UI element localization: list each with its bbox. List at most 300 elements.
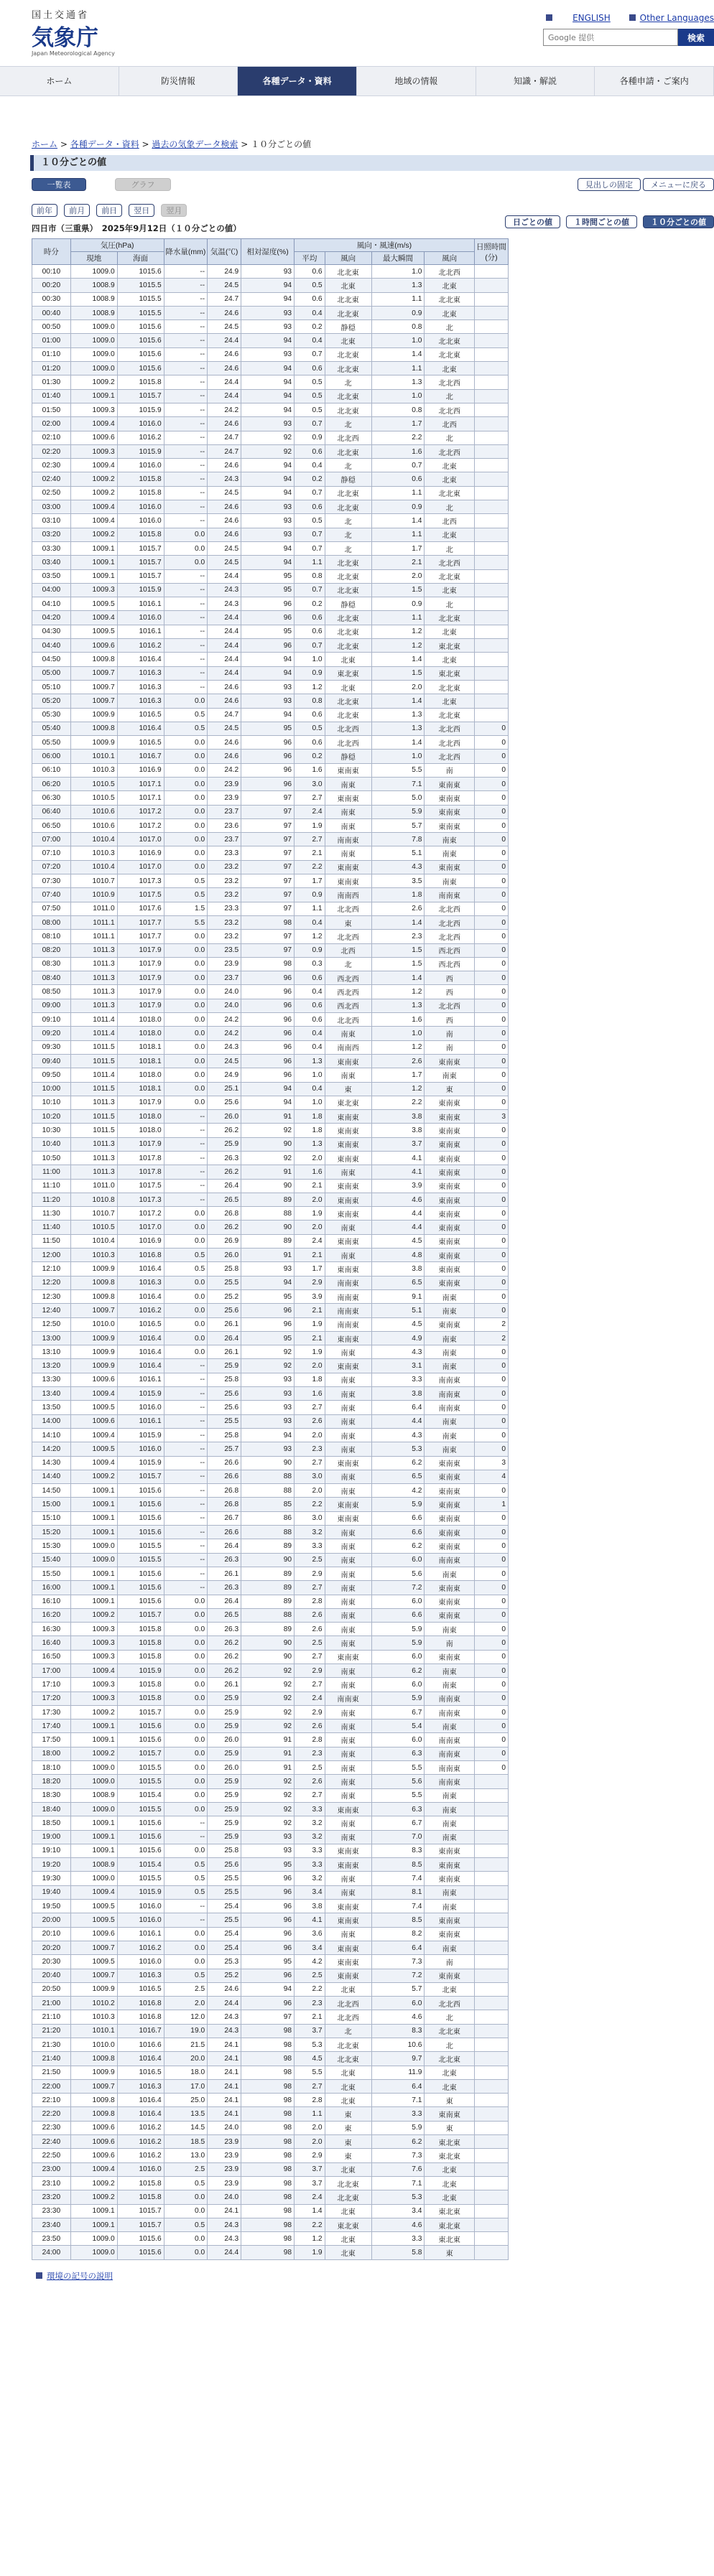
table-cell: 24.3 xyxy=(208,2232,241,2246)
table-cell: 南東 xyxy=(325,1830,371,1844)
table-cell: 26.3 xyxy=(208,1152,241,1165)
table-cell: 南東 xyxy=(325,805,371,818)
table-cell: 1.2 xyxy=(371,639,425,653)
table-cell: 94 xyxy=(241,708,295,722)
table-cell: 南東 xyxy=(325,1872,371,1885)
table-cell xyxy=(474,444,508,458)
table-cell: 0.0 xyxy=(164,846,207,860)
table-cell: 3.2 xyxy=(295,1830,325,1844)
table-cell: 5.3 xyxy=(371,1442,425,1456)
table-cell: 08:40 xyxy=(32,971,71,985)
table-cell: 1.0 xyxy=(295,1096,325,1109)
table-cell: 26.3 xyxy=(208,1623,241,1636)
table-cell: 3.4 xyxy=(371,2204,425,2218)
tab-list[interactable]: 一覧表 xyxy=(32,178,86,191)
table-cell: 2.8 xyxy=(295,1595,325,1608)
table-cell: 1009.4 xyxy=(70,1428,117,1442)
table-row xyxy=(32,306,509,319)
table-cell: 18.5 xyxy=(164,2135,207,2149)
table-cell: 西 xyxy=(425,971,474,985)
table-cell: 北東 xyxy=(325,680,371,694)
table-row xyxy=(32,750,509,763)
table-cell: 96 xyxy=(241,750,295,763)
table-cell: 北東 xyxy=(325,279,371,292)
table-cell: 6.0 xyxy=(371,1678,425,1691)
table-row xyxy=(32,1262,509,1276)
table-cell: 1016.9 xyxy=(117,1234,164,1248)
table-cell: 1011.5 xyxy=(70,1124,117,1137)
table-cell: 95 xyxy=(241,1858,295,1872)
table-cell: 1016.3 xyxy=(117,694,164,708)
table-cell: 25.5 xyxy=(208,1913,241,1927)
table-cell: 98 xyxy=(241,2246,295,2259)
table-cell: 98 xyxy=(241,2149,295,2162)
prev-month-button[interactable]: 前月 xyxy=(64,204,90,217)
table-cell: 北北東 xyxy=(425,486,474,500)
table-cell: 25.9 xyxy=(208,1359,241,1373)
table-cell: 1016.8 xyxy=(117,1249,164,1262)
table-cell: 北 xyxy=(425,2038,474,2052)
table-cell: 0 xyxy=(474,860,508,874)
table-cell: 1011.1 xyxy=(70,915,117,929)
table-cell: 1.6 xyxy=(371,444,425,458)
table-cell: 0 xyxy=(474,1691,508,1705)
table-cell: 1009.3 xyxy=(70,403,117,416)
table-cell: 12:40 xyxy=(32,1304,71,1317)
table-cell xyxy=(474,2107,508,2121)
tenmin-values-button[interactable]: １０分ごとの値 xyxy=(643,215,714,228)
station-date-title: 四日市（三重県） 2025年9月12日（１０分ごとの値） xyxy=(32,223,241,233)
table-cell: 25.6 xyxy=(208,1858,241,1872)
nav-disaster-info[interactable]: 防災情報 xyxy=(119,67,238,95)
table-cell: 24.1 xyxy=(208,2204,241,2218)
table-cell: 1010.0 xyxy=(70,2038,117,2052)
table-cell: 24.4 xyxy=(208,1997,241,2010)
prev-year-button[interactable]: 前年 xyxy=(32,204,57,217)
table-cell: 1009.2 xyxy=(70,2176,117,2190)
table-cell: 1016.0 xyxy=(117,611,164,625)
table-row xyxy=(32,1165,509,1179)
table-cell: 12:30 xyxy=(32,1289,71,1303)
table-row xyxy=(32,1110,509,1124)
table-cell: 92 xyxy=(241,431,295,444)
table-cell: 2.0 xyxy=(295,1428,325,1442)
table-cell: 01:20 xyxy=(32,362,71,375)
table-cell: 90 xyxy=(241,1137,295,1151)
table-cell: 00:50 xyxy=(32,320,71,334)
table-cell: 13.5 xyxy=(164,2107,207,2121)
table-cell: 04:10 xyxy=(32,597,71,611)
table-row xyxy=(32,1885,509,1899)
table-cell: 07:40 xyxy=(32,888,71,902)
table-cell: 0 xyxy=(474,1165,508,1179)
table-cell: 96 xyxy=(241,1068,295,1082)
table-cell: 1009.4 xyxy=(70,611,117,625)
table-cell: 北東 xyxy=(325,2066,371,2079)
table-cell: 5.8 xyxy=(371,2246,425,2259)
table-row xyxy=(32,930,509,943)
table-cell: 1016.9 xyxy=(117,763,164,777)
table-row xyxy=(32,2052,509,2066)
table-cell: 1009.5 xyxy=(70,1955,117,1969)
nav-home[interactable]: ホーム xyxy=(0,67,119,95)
table-cell: 3.1 xyxy=(371,1359,425,1373)
table-cell: 0.5 xyxy=(164,722,207,735)
table-row xyxy=(32,279,509,292)
table-cell: 6.5 xyxy=(371,1276,425,1289)
table-row xyxy=(32,1623,509,1636)
table-cell: 北東 xyxy=(325,1982,371,1996)
table-cell: 北東 xyxy=(425,2190,474,2204)
table-cell: 1.5 xyxy=(371,666,425,680)
table-cell: 19.0 xyxy=(164,2024,207,2038)
table-cell: 1017.1 xyxy=(117,791,164,805)
table-cell: 北北東 xyxy=(325,639,371,653)
table-cell: 2.9 xyxy=(295,1663,325,1677)
table-cell: 7.0 xyxy=(371,1830,425,1844)
table-cell: 6.6 xyxy=(371,1608,425,1622)
hourly-values-button[interactable]: １時間ごとの値 xyxy=(566,215,637,228)
col-wind: 風向・風速(m/s) xyxy=(295,239,475,252)
table-cell: 1.5 xyxy=(164,902,207,915)
table-cell: 1016.1 xyxy=(117,597,164,611)
table-cell: 静穏 xyxy=(325,597,371,611)
table-cell: 25.6 xyxy=(208,1387,241,1401)
table-cell: 北北東 xyxy=(325,292,371,306)
table-cell: 98 xyxy=(241,2066,295,2079)
table-cell: 東 xyxy=(325,2149,371,2162)
table-cell: 東北東 xyxy=(425,666,474,680)
table-cell: 26.6 xyxy=(208,1526,241,1539)
daily-values-button[interactable]: 日ごとの値 xyxy=(505,215,560,228)
table-cell: 91 xyxy=(241,1165,295,1179)
table-cell: 1.4 xyxy=(371,971,425,985)
table-cell: 25.9 xyxy=(208,1747,241,1760)
table-cell: 東南東 xyxy=(325,1179,371,1193)
table-cell: 南南東 xyxy=(425,888,474,902)
nav-knowledge[interactable]: 知識・解説 xyxy=(476,67,595,95)
table-cell: 26.8 xyxy=(208,1484,241,1498)
table-row xyxy=(32,1775,509,1788)
table-cell: 3.7 xyxy=(295,2162,325,2176)
table-cell: 13:00 xyxy=(32,1331,71,1345)
table-cell: 1009.2 xyxy=(70,1470,117,1483)
table-row xyxy=(32,1387,509,1401)
table-cell: 1009.2 xyxy=(70,486,117,500)
table-cell: 21.5 xyxy=(164,2038,207,2052)
table-cell: 北北西 xyxy=(425,403,474,416)
table-cell: 5.9 xyxy=(371,1498,425,1511)
table-cell: 24.6 xyxy=(208,500,241,514)
table-cell: 96 xyxy=(241,736,295,750)
other-languages-link[interactable]: Other Languages xyxy=(639,13,714,23)
table-cell: 1.9 xyxy=(295,1317,325,1331)
table-cell: 5.1 xyxy=(371,846,425,860)
table-cell: 1010.7 xyxy=(70,874,117,888)
table-cell: 1.4 xyxy=(371,694,425,708)
table-cell: 1015.6 xyxy=(117,1511,164,1525)
table-cell: 23.5 xyxy=(208,943,241,957)
table-cell: 1016.5 xyxy=(117,736,164,750)
table-cell: 2.6 xyxy=(371,902,425,915)
table-cell: 東南東 xyxy=(425,1152,474,1165)
table-cell: 2.4 xyxy=(295,2190,325,2204)
table-cell: 24.2 xyxy=(208,403,241,416)
table-row xyxy=(32,1456,509,1470)
table-cell: 0 xyxy=(474,1179,508,1193)
table-row xyxy=(32,472,509,486)
table-cell: 4.5 xyxy=(295,2052,325,2066)
table-cell: 5.1 xyxy=(371,1304,425,1317)
prev-day-button[interactable]: 前日 xyxy=(96,204,122,217)
table-cell: 26.2 xyxy=(208,1636,241,1650)
table-cell: 94 xyxy=(241,556,295,569)
table-cell: 1016.4 xyxy=(117,1289,164,1303)
table-cell xyxy=(474,1913,508,1927)
table-cell: 1015.9 xyxy=(117,1663,164,1677)
table-cell: -- xyxy=(164,680,207,694)
table-cell: -- xyxy=(164,444,207,458)
table-cell: 1016.0 xyxy=(117,500,164,514)
table-cell: 南東 xyxy=(325,1401,371,1414)
table-cell: 東南東 xyxy=(425,1595,474,1608)
table-row xyxy=(32,2094,509,2107)
table-cell: 94 xyxy=(241,459,295,472)
table-cell: 04:30 xyxy=(32,625,71,638)
nav-data[interactable]: 各種データ・資料 xyxy=(238,67,357,95)
table-cell: 0 xyxy=(474,777,508,790)
table-cell xyxy=(474,500,508,514)
table-cell: 1015.8 xyxy=(117,1678,164,1691)
table-cell: -- xyxy=(164,306,207,319)
table-cell: 06:00 xyxy=(32,750,71,763)
table-cell: 01:10 xyxy=(32,347,71,361)
symbols-explanation-link[interactable]: 環境の記号の説明 xyxy=(47,2270,113,2281)
table-cell: 24.6 xyxy=(208,459,241,472)
table-cell: 3.0 xyxy=(295,1470,325,1483)
table-cell: 北 xyxy=(425,431,474,444)
table-cell: 4.1 xyxy=(371,1152,425,1165)
table-cell: 1016.1 xyxy=(117,1414,164,1428)
table-cell: 東南東 xyxy=(325,1193,371,1206)
table-cell: 89 xyxy=(241,1595,295,1608)
table-cell: 92 xyxy=(241,1788,295,1802)
table-cell: 南東 xyxy=(425,1678,474,1691)
breadcrumb-past-search[interactable]: 過去の気象データ検索 xyxy=(152,139,238,149)
table-cell: -- xyxy=(164,486,207,500)
table-row xyxy=(32,375,509,389)
table-cell: 0.8 xyxy=(371,320,425,334)
table-cell: 1009.0 xyxy=(70,1553,117,1567)
table-cell: 0.6 xyxy=(295,971,325,985)
table-row xyxy=(32,833,509,846)
table-cell: 1008.9 xyxy=(70,1858,117,1872)
table-cell: 96 xyxy=(241,1900,295,1913)
table-cell: -- xyxy=(164,1581,207,1595)
table-row xyxy=(32,680,509,694)
table-cell: 92 xyxy=(241,1719,295,1733)
table-cell: 24.9 xyxy=(208,265,241,279)
table-cell: 24.0 xyxy=(208,2190,241,2204)
table-cell: 北北西 xyxy=(425,265,474,279)
table-cell: 北北西 xyxy=(425,902,474,915)
table-cell: 1.8 xyxy=(295,1373,325,1386)
table-cell: 1015.9 xyxy=(117,1428,164,1442)
table-cell: 0.0 xyxy=(164,1040,207,1054)
table-cell xyxy=(474,1858,508,1872)
table-row xyxy=(32,1526,509,1539)
table-cell: 05:10 xyxy=(32,680,71,694)
table-cell xyxy=(474,1927,508,1941)
next-day-button[interactable]: 翌日 xyxy=(129,204,154,217)
table-cell: 97 xyxy=(241,833,295,846)
table-cell: 4.9 xyxy=(371,1331,425,1345)
table-cell: 6.4 xyxy=(371,2079,425,2093)
table-cell xyxy=(474,2094,508,2107)
table-cell: 04:40 xyxy=(32,639,71,653)
table-cell: 1011.1 xyxy=(70,930,117,943)
table-cell: 17:00 xyxy=(32,1663,71,1677)
table-cell: 静穏 xyxy=(325,750,371,763)
table-cell: 1015.6 xyxy=(117,320,164,334)
table-cell: 北北東 xyxy=(325,2190,371,2204)
fix-header-button[interactable]: 見出しの固定 xyxy=(578,178,641,191)
table-cell xyxy=(474,639,508,653)
site-header xyxy=(0,0,714,66)
table-cell: 96 xyxy=(241,1040,295,1054)
breadcrumb-home[interactable]: ホーム xyxy=(32,139,58,149)
table-cell: 1010.3 xyxy=(70,2010,117,2024)
table-cell: 10:50 xyxy=(32,1152,71,1165)
table-row xyxy=(32,1276,509,1289)
table-cell: 1015.7 xyxy=(117,2204,164,2218)
table-row xyxy=(32,1234,509,1248)
table-cell: 1010.7 xyxy=(70,1207,117,1221)
table-row xyxy=(32,1650,509,1663)
table-cell: 03:30 xyxy=(32,541,71,555)
table-cell: 07:10 xyxy=(32,846,71,860)
table-cell: 19:50 xyxy=(32,1900,71,1913)
breadcrumb-data[interactable]: 各種データ・資料 xyxy=(70,139,139,149)
table-cell: 北東 xyxy=(425,2066,474,2079)
table-cell: 西北西 xyxy=(425,957,474,971)
table-cell: 東南東 xyxy=(325,1152,371,1165)
table-cell: 南南東 xyxy=(325,1691,371,1705)
table-cell: 東南東 xyxy=(425,1858,474,1872)
table-cell: 4.3 xyxy=(371,1428,425,1442)
table-row xyxy=(32,569,509,583)
search-button[interactable]: 検索 xyxy=(678,29,714,46)
table-cell: 0 xyxy=(474,1373,508,1386)
table-row xyxy=(32,1581,509,1595)
table-cell: 南東 xyxy=(325,1387,371,1401)
table-cell: 1.8 xyxy=(295,1124,325,1137)
table-cell: 1016.4 xyxy=(117,1359,164,1373)
table-row xyxy=(32,999,509,1012)
table-cell: 25.6 xyxy=(208,1304,241,1317)
table-cell: 南南東 xyxy=(425,1705,474,1719)
table-cell: 92 xyxy=(241,1678,295,1691)
table-cell: 東南東 xyxy=(425,1137,474,1151)
back-to-menu-button[interactable]: メニューに戻る xyxy=(643,178,714,191)
col-gust: 最大瞬間 xyxy=(371,252,425,265)
table-cell: 1009.8 xyxy=(70,1276,117,1289)
table-cell: 1009.4 xyxy=(70,1663,117,1677)
table-cell: 1010.4 xyxy=(70,833,117,846)
table-cell xyxy=(474,2052,508,2066)
table-cell xyxy=(474,1844,508,1857)
table-cell: 1011.3 xyxy=(70,1152,117,1165)
table-cell: 1015.6 xyxy=(117,347,164,361)
table-cell: 24.5 xyxy=(208,722,241,735)
table-cell: 2.7 xyxy=(295,1401,325,1414)
table-cell: 北北西 xyxy=(425,722,474,735)
table-cell: 2.6 xyxy=(371,1054,425,1068)
table-cell: 23.7 xyxy=(208,971,241,985)
table-cell: 24.6 xyxy=(208,362,241,375)
table-cell: 96 xyxy=(241,1885,295,1899)
table-cell: 北北西 xyxy=(425,750,474,763)
table-cell: 南東 xyxy=(425,1345,474,1359)
nav-regional[interactable]: 地域の情報 xyxy=(357,67,476,95)
table-cell: 1009.4 xyxy=(70,459,117,472)
table-cell: 東南東 xyxy=(425,1179,474,1193)
table-cell: 北東 xyxy=(325,2162,371,2176)
table-cell: 23.9 xyxy=(208,777,241,790)
table-cell: 0 xyxy=(474,985,508,999)
table-cell: 北北東 xyxy=(325,2176,371,2190)
jma-logo[interactable] xyxy=(32,7,115,57)
table-cell: 南東 xyxy=(325,1816,371,1830)
table-cell: 05:30 xyxy=(32,708,71,722)
table-cell: 1.1 xyxy=(371,292,425,306)
table-cell: 北東 xyxy=(425,583,474,597)
table-cell: 11:00 xyxy=(32,1165,71,1179)
table-cell: -- xyxy=(164,472,207,486)
breadcrumb-sep: > xyxy=(238,139,251,149)
table-cell: 1015.8 xyxy=(117,1623,164,1636)
table-cell xyxy=(474,292,508,306)
table-cell: 25.9 xyxy=(208,1775,241,1788)
table-cell: 26.1 xyxy=(208,1567,241,1580)
table-cell: 1009.0 xyxy=(70,347,117,361)
table-cell: 26.8 xyxy=(208,1498,241,1511)
table-row xyxy=(32,1830,509,1844)
table-cell: 1015.5 xyxy=(117,1872,164,1885)
table-cell: 3.2 xyxy=(295,1816,325,1830)
table-cell: 南南東 xyxy=(425,1733,474,1747)
table-cell: 2.6 xyxy=(295,1414,325,1428)
search-input[interactable] xyxy=(543,29,678,46)
english-link[interactable]: ENGLISH xyxy=(572,13,611,23)
table-cell: 1017.9 xyxy=(117,971,164,985)
table-cell: 96 xyxy=(241,1317,295,1331)
table-row xyxy=(32,653,509,666)
table-cell: 1.1 xyxy=(371,486,425,500)
table-cell: 1.6 xyxy=(295,1165,325,1179)
table-row xyxy=(32,1913,509,1927)
table-cell: 93 xyxy=(241,500,295,514)
table-cell: 東南東 xyxy=(425,1650,474,1663)
nav-applications[interactable]: 各種申請・ご案内 xyxy=(595,67,714,95)
table-cell: 0.6 xyxy=(295,265,325,279)
table-cell: 0.7 xyxy=(295,528,325,541)
table-cell: 8.3 xyxy=(371,1844,425,1857)
table-cell: 北北東 xyxy=(325,362,371,375)
table-cell: 3.3 xyxy=(371,2107,425,2121)
table-cell: 24.9 xyxy=(208,1068,241,1082)
table-cell: 10:10 xyxy=(32,1096,71,1109)
